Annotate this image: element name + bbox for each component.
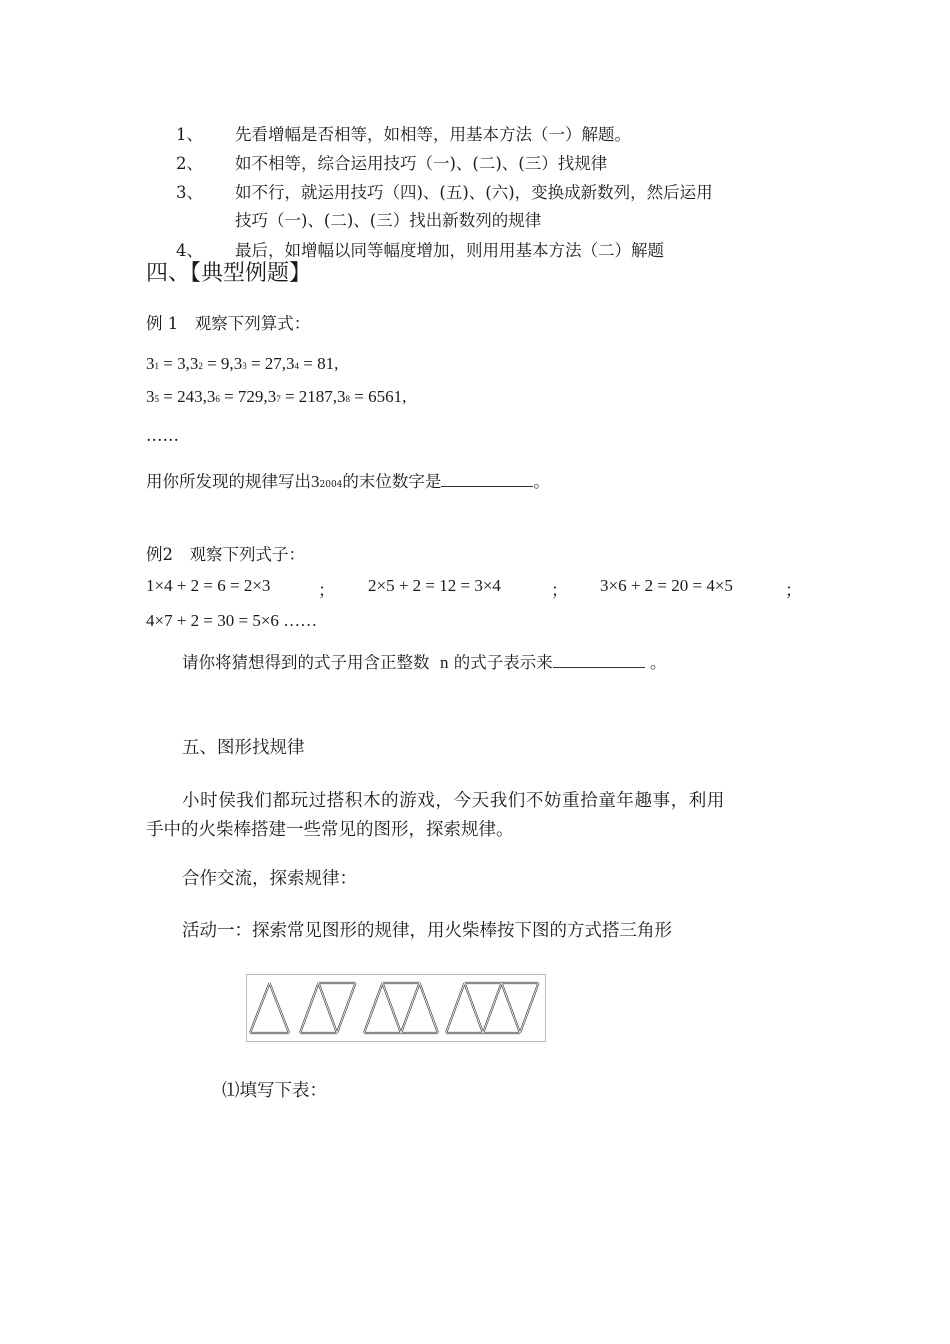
section-5-paragraph-1-line-2: 手中的火柴棒搭建一些常见的图形，探索规律。 xyxy=(146,820,514,840)
triangle-group-4 xyxy=(446,983,539,1033)
example-2-formula-1: 1×4 + 2 = 6 = 2×3 xyxy=(146,576,271,595)
step-3-text: 如不行，就运用技巧（四)、(五)、(六)，变换成新数列，然后运用 xyxy=(235,183,713,202)
matchstick-triangles-svg xyxy=(247,975,545,1041)
section-5-paragraph-1-line-1: 小时侯我们都玩过搭积木的游戏，今天我们不妨重拾童年趣事，利用 xyxy=(182,791,725,811)
question-end: 。 xyxy=(650,653,667,672)
example-2-separator-1: ； xyxy=(318,581,335,600)
example-1-line-2 xyxy=(146,387,406,407)
example-1-ellipsis: …… xyxy=(146,426,179,445)
example-2-separator-2: ； xyxy=(551,581,568,600)
section-5-paragraph-2: 合作交流，探索规律： xyxy=(182,869,357,889)
question-end: 。 xyxy=(533,472,550,491)
answer-blank-2[interactable] xyxy=(553,666,645,668)
question-power-exponent: 2004 xyxy=(319,480,343,490)
question-prefix: 请你将猜想得到的式子用含正整数 xyxy=(182,653,430,672)
example-2-formula-2: 2×5 + 2 = 12 = 3×4 xyxy=(368,576,501,595)
power-term: 38 = 6561, xyxy=(337,387,407,406)
power-term: 31 = 3, xyxy=(146,354,190,373)
step-1-text: 先看增幅是否相等，如相等，用基本方法（一）解题。 xyxy=(235,125,631,144)
power-term: 33 = 27, xyxy=(233,354,287,373)
step-4-number: 4、 xyxy=(176,241,203,260)
example-2-question xyxy=(182,649,667,673)
matchstick-triangles-figure xyxy=(246,974,546,1042)
step-1-number: 1、 xyxy=(176,125,203,144)
triangle-group-3 xyxy=(364,983,438,1033)
triangle-group-1 xyxy=(250,983,289,1033)
power-term: 35 = 243, xyxy=(146,387,207,406)
example-1-label: 例 1 观察下列算式： xyxy=(146,314,311,333)
question-suffix: 的末位数字是 xyxy=(342,472,442,491)
section-5-paragraph-3: 活动一：探索常见图形的规律，用火柴棒按下图的方式搭三角形 xyxy=(182,921,672,941)
power-term: 34 = 81, xyxy=(286,354,339,373)
example-1-question xyxy=(146,468,550,492)
question-prefix: 用你所发现的规律写出 xyxy=(146,472,311,491)
example-1-line-1 xyxy=(146,354,338,374)
example-2-formula-3: 3×6 + 2 = 20 = 4×5 xyxy=(600,576,733,595)
question-power-base: 3 xyxy=(311,472,320,491)
question-variable: n xyxy=(440,653,449,672)
answer-blank-1[interactable] xyxy=(441,485,533,487)
step-2-number: 2、 xyxy=(176,154,203,173)
power-term: 32 = 9, xyxy=(189,354,234,373)
fill-table-instruction: ⑴填写下表： xyxy=(222,1081,327,1101)
example-2-label: 例2 观察下列式子： xyxy=(146,545,305,564)
step-3-continuation: 技巧（一)、(二)、(三）找出新数列的规律 xyxy=(235,211,542,230)
example-2-separator-3: ； xyxy=(785,581,802,600)
section-4-heading: 四、【典型例题】 xyxy=(146,261,312,286)
question-suffix: 的式子表示来 xyxy=(453,653,553,672)
power-term: 37 = 2187, xyxy=(267,387,338,406)
example-2-formula-4: 4×7 + 2 = 30 = 5×6 …… xyxy=(146,611,318,630)
step-3-number: 3、 xyxy=(176,183,203,202)
step-2-text: 如不相等，综合运用技巧（一)、(二)、(三）找规律 xyxy=(235,154,608,173)
power-term: 36 = 729, xyxy=(206,387,268,406)
section-5-heading: 五、图形找规律 xyxy=(182,738,305,758)
step-4-text: 最后，如增幅以同等幅度增加，则用用基本方法（二）解题 xyxy=(235,241,664,260)
triangle-group-2 xyxy=(300,983,356,1033)
